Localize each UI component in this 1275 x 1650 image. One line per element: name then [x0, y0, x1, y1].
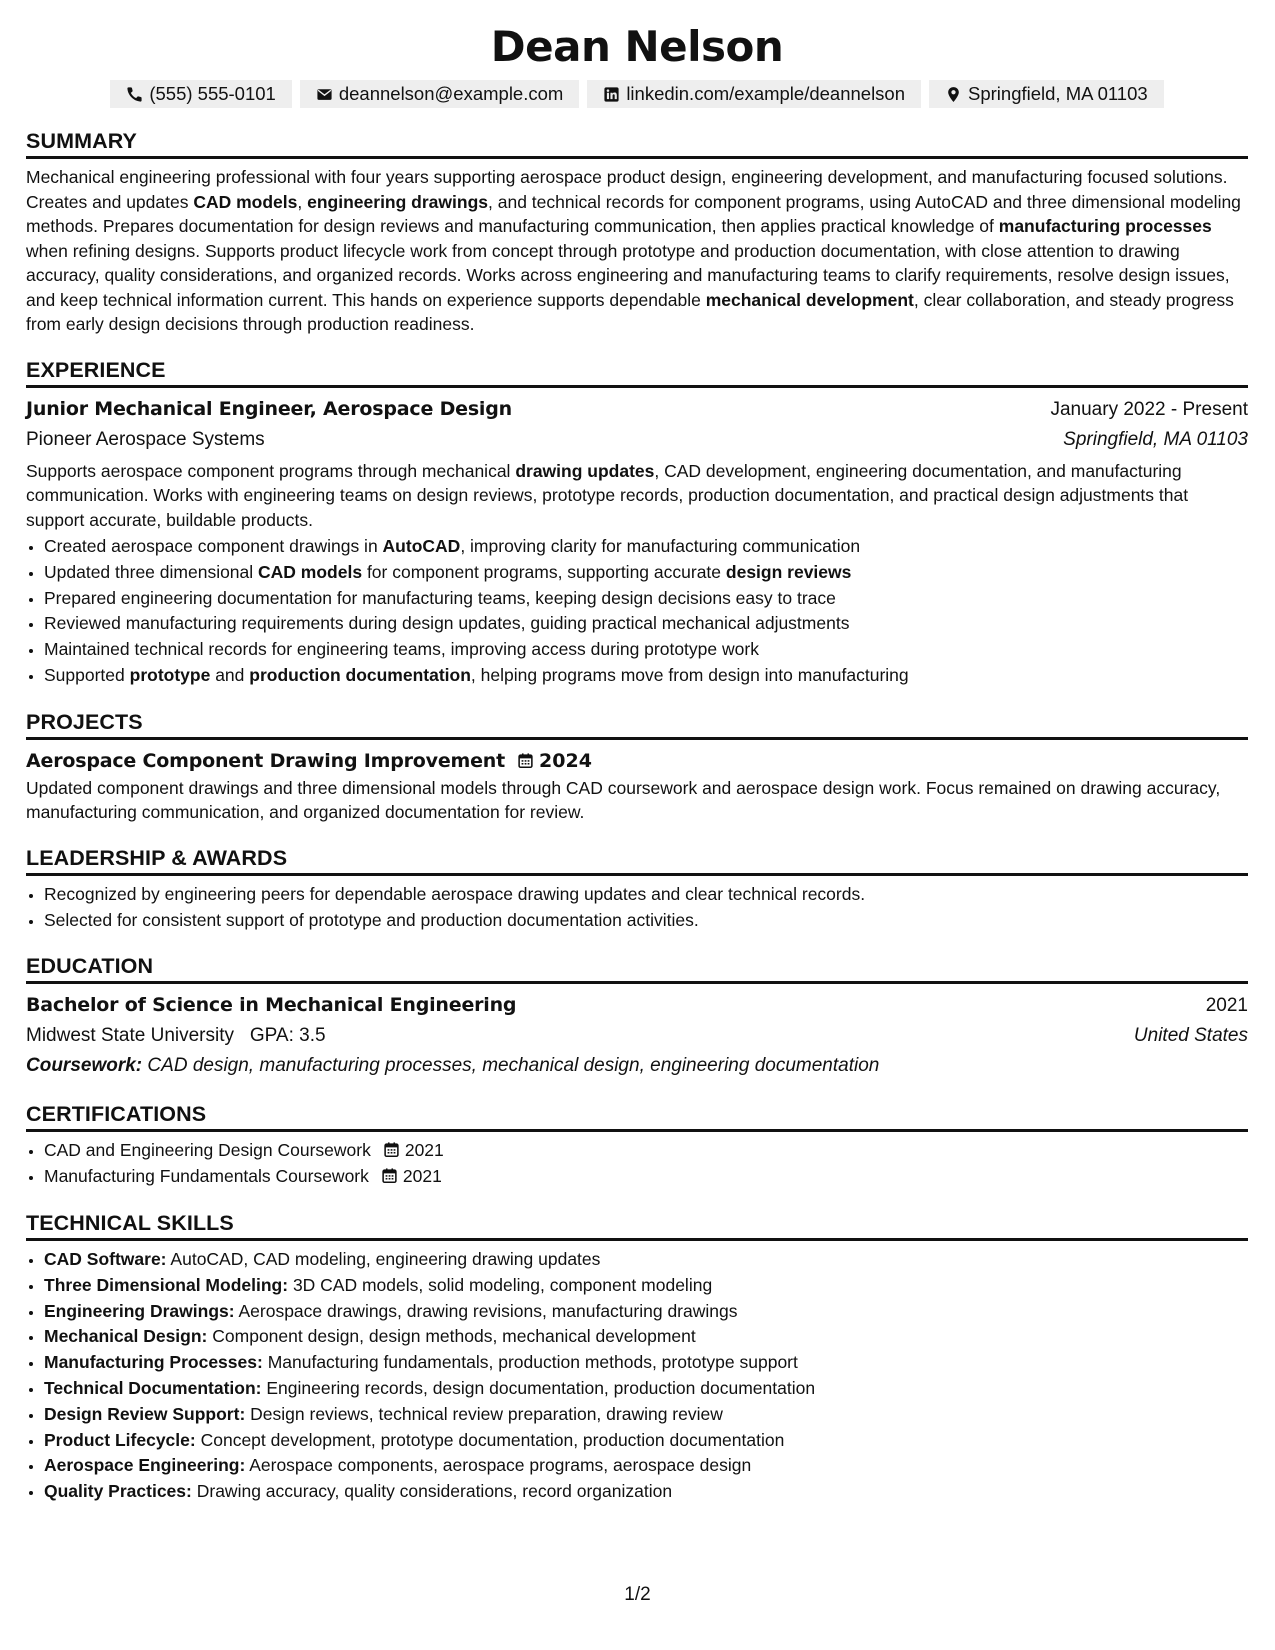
text-run: Created aerospace component drawings in [44, 536, 383, 556]
email-text: deannelson@example.com [338, 83, 564, 104]
experience-section [26, 357, 1248, 689]
text-run: , improving clarity for manufacturing communication [460, 536, 861, 556]
contact-phone [110, 80, 292, 108]
skill-label: Three Dimensional Modeling: [44, 1274, 289, 1295]
skill-label: Quality Practices: [44, 1481, 192, 1502]
section-title: PROJECTS [26, 709, 1248, 740]
skill-value: Component design, design methods, mechanical development [212, 1326, 696, 1347]
skills-section [26, 1210, 1248, 1505]
skill-value: 3D CAD models, solid modeling, component modeling [292, 1274, 713, 1295]
text-run: Maintained technical records for engineering teams, improving access during prototype work [44, 639, 759, 660]
graduation-year: 2021 [1205, 995, 1248, 1017]
text-run-bold: CAD models [193, 191, 298, 212]
certifications-list [26, 1138, 1248, 1190]
contact-location [929, 80, 1164, 108]
list-item [44, 637, 1248, 663]
linkedin-icon [603, 86, 620, 103]
job-bullets [26, 534, 1248, 689]
resume-page [26, 20, 1248, 1505]
skill-label: Engineering Drawings: [44, 1300, 235, 1321]
text-run: , helping programs move from design into manufacturing [470, 664, 909, 685]
text-run-bold: production documentation [249, 664, 471, 685]
skill-label: Design Review Support: [44, 1403, 246, 1424]
text-run: Updated three dimensional [44, 561, 259, 582]
job-description [26, 459, 1248, 533]
summary-text [26, 165, 1248, 337]
project-name: Aerospace Component Drawing Improvement [26, 749, 506, 772]
skill-value: Concept development, prototype documentation, production documentation [200, 1429, 785, 1450]
text-run: Supports aerospace component programs through mechanical [26, 460, 516, 481]
text-run: and [210, 664, 250, 685]
list-item [44, 1428, 1248, 1454]
section-title: CERTIFICATIONS [26, 1101, 1248, 1132]
cert-year: 2021 [402, 1166, 442, 1187]
education-header [26, 990, 1248, 1021]
phone-text: (555) 555-0101 [149, 83, 276, 104]
cert-name: Manufacturing Fundamentals Coursework [44, 1166, 369, 1187]
phone-icon [126, 86, 143, 103]
calendar-icon [517, 752, 534, 769]
project-year: 2024 [539, 749, 592, 772]
project-header [26, 746, 1248, 776]
text-run: Supported [44, 664, 130, 685]
text-run: , clear collaboration, and steady progress from early design decisions through production readiness. [26, 289, 1234, 334]
job-title: Junior Mechanical Engineer, Aerospace Design [26, 397, 512, 420]
education-section [26, 953, 1248, 1081]
text-run-bold: mechanical development [705, 289, 914, 310]
leadership-section [26, 845, 1248, 934]
skill-value: Design reviews, technical review preparation, drawing review [250, 1403, 723, 1424]
skills-list [26, 1247, 1248, 1505]
text-run-bold: prototype [129, 664, 211, 685]
list-item: • Selected for consistent support of prototype and production documentation activities. [44, 908, 1248, 934]
text-run-bold: AutoCAD [382, 536, 461, 556]
text-run-bold: manufacturing processes [998, 216, 1212, 236]
calendar-icon [383, 1141, 400, 1158]
skill-label: Product Lifecycle: [44, 1429, 196, 1450]
skill-value: Drawing accuracy, quality considerations, record organization [196, 1481, 673, 1502]
skill-value: Engineering records, design documentation, production documentation [266, 1377, 816, 1398]
skill-value: Aerospace components, aerospace programs, aerospace design [249, 1455, 752, 1476]
company-name: Pioneer Aerospace Systems [26, 428, 265, 450]
list-item [44, 1164, 1248, 1190]
list-item [44, 1299, 1248, 1325]
text-run: Mechanical engineering professional with four years supporting aerospace product design, engineering development, and manufacturing focused solutions. Creates and updates [26, 167, 1228, 212]
coursework-text: CAD design, manufacturing processes, mechanical design, engineering documentation [147, 1055, 880, 1077]
list-item [44, 560, 1248, 586]
job-dates: January 2022 - Present [1050, 398, 1248, 420]
text-run: Prepared engineering documentation for manufacturing teams, keeping design decisions easy to trace [44, 587, 836, 608]
job-location: Springfield, MA 01103 [1063, 428, 1248, 450]
degree-name: Bachelor of Science in Mechanical Engineering [26, 994, 517, 1017]
skill-value: AutoCAD, CAD modeling, engineering drawing updates [170, 1248, 601, 1269]
text-run: , [297, 191, 308, 212]
page-number: 1/2 [624, 1584, 651, 1605]
skill-value: Aerospace drawings, drawing revisions, manufacturing drawings [238, 1300, 738, 1321]
skill-value: Manufacturing fundamentals, production methods, prototype support [267, 1352, 798, 1373]
list-item [44, 1350, 1248, 1376]
contact-email [300, 80, 579, 108]
linkedin-text: linkedin.com/example/deannelson [626, 83, 906, 104]
skill-label: Aerospace Engineering: [44, 1455, 246, 1476]
list-item [44, 1453, 1248, 1479]
project-description: Updated component drawings and three dimensional models through CAD coursework and aerospace design work. Focus remained on drawing accuracy, manufacturing communication, and organized documentation for review. [26, 777, 1221, 823]
skill-label: Technical Documentation: [44, 1377, 262, 1398]
summary-section [26, 128, 1248, 337]
map-pin-icon [945, 86, 962, 103]
text-run: for component programs, supporting accurate [362, 561, 726, 582]
cert-name: CAD and Engineering Design Coursework [44, 1140, 371, 1161]
list-item [44, 534, 1248, 560]
list-item [44, 1247, 1248, 1273]
skill-label: Manufacturing Processes: [44, 1352, 263, 1373]
text-run: , CAD development, engineering documentation, and manufacturing communication. Works with engineering teams on design reviews, prototype records, production documentation, and practical design adjustments that support accurate, buildable products. [26, 460, 1189, 530]
list-item [44, 1376, 1248, 1402]
list-item [44, 1402, 1248, 1428]
text-run-bold: CAD models [258, 561, 363, 582]
coursework-label: Coursework: [26, 1055, 143, 1077]
list-item [44, 1138, 1248, 1164]
section-title: TECHNICAL SKILLS [26, 1210, 1248, 1241]
list-item [44, 663, 1248, 689]
location-text: Springfield, MA 01103 [968, 83, 1148, 104]
certifications-section [26, 1101, 1248, 1190]
education-subheader [26, 1021, 1248, 1051]
list-item [44, 1273, 1248, 1299]
candidate-name: Dean Nelson [490, 22, 784, 71]
text-run-bold: engineering drawings [307, 191, 488, 212]
experience-subheader [26, 425, 1248, 455]
list-item [44, 1324, 1248, 1350]
skill-label: CAD Software: [44, 1248, 167, 1269]
list-item [44, 1479, 1248, 1505]
section-title: EXPERIENCE [26, 357, 1248, 388]
list-item [44, 611, 1248, 637]
gpa: GPA: 3.5 [249, 1025, 326, 1047]
cert-year: 2021 [404, 1140, 444, 1161]
experience-header [26, 394, 1248, 425]
school-name: Midwest State University [26, 1025, 235, 1047]
projects-section [26, 709, 1248, 825]
contact-bar [26, 80, 1248, 108]
section-title: LEADERSHIP & AWARDS [26, 845, 1248, 876]
school-country: United States [1133, 1025, 1248, 1047]
leadership-list [26, 882, 1248, 934]
school-line [26, 1021, 326, 1051]
contact-linkedin [587, 80, 921, 108]
skill-label: Mechanical Design: [44, 1326, 208, 1347]
envelope-icon [316, 86, 333, 103]
coursework-line [26, 1051, 1248, 1081]
list-item [44, 586, 1248, 612]
text-run: when refining designs. Supports product lifecycle work from concept through prototype and production documentation, with close attention to drawing accuracy, quality considerations, and organized records. Works across engineering and manufacturing teams to clarify requirements, resolve design issues, and keep technical information current. This hands on experience supports dependable [26, 240, 1230, 310]
list-item: • Recognized by engineering peers for dependable aerospace drawing updates and clear technical records. [44, 882, 1248, 908]
section-title: SUMMARY [26, 128, 1248, 159]
text-run: Reviewed manufacturing requirements during design updates, guiding practical mechanical adjustments [44, 613, 850, 634]
text-run-bold: drawing updates [515, 460, 655, 481]
text-run: , and technical records for component programs, using AutoCAD and three dimensional modeling methods. Prepares documentation for design reviews and manufacturing communication, then applies practical knowledge of [26, 191, 1241, 236]
calendar-icon [381, 1167, 398, 1184]
text-run-bold: design reviews [725, 561, 852, 582]
section-title: EDUCATION [26, 953, 1248, 984]
